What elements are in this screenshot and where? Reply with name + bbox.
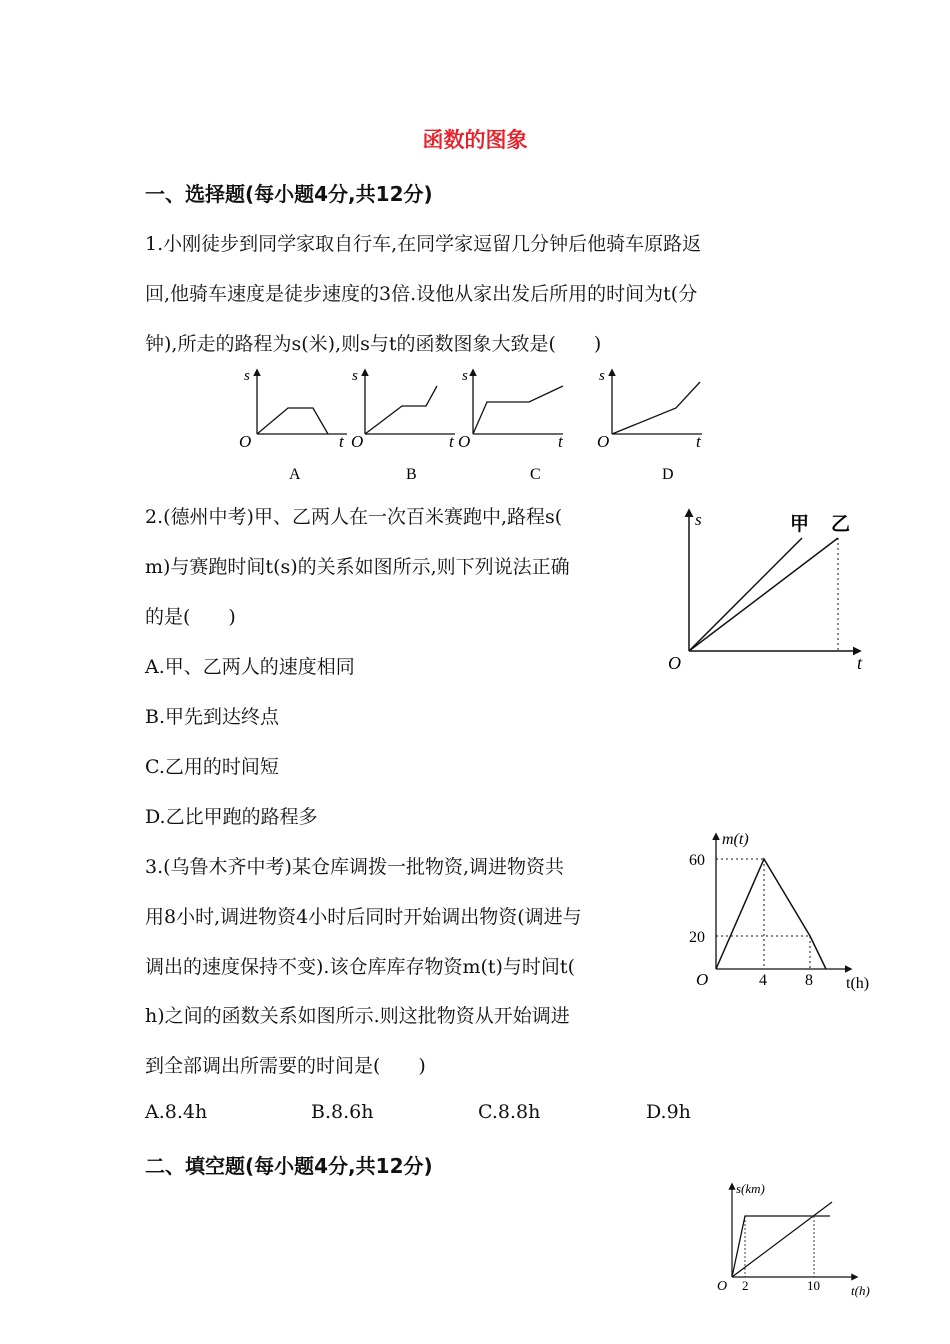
s2-axis-x: t(h) — [851, 1283, 870, 1298]
q3-line-2: 用8小时,调进物资4小时后同时开始调出物资(调进与 — [145, 906, 582, 928]
q1-d-axis-y: s — [599, 368, 605, 384]
q1-a-axis-x: t — [339, 432, 344, 451]
q3-axis-y: m(t) — [722, 831, 749, 848]
q1-graphs — [236, 366, 706, 481]
q3-axis-x: t(h) — [846, 975, 870, 992]
q2-line-yi — [689, 538, 838, 651]
q1-d-axis-x: t — [696, 432, 701, 451]
q1-line-1: 1.小刚徒步到同学家取自行车,在同学家逗留几分钟后他骑车原路返 — [145, 233, 702, 255]
q2-label-jia: 甲 — [790, 514, 810, 535]
s2-tick-10: 10 — [807, 1278, 820, 1293]
q3-tick-8: 8 — [805, 972, 813, 989]
q1-label-b: B — [406, 466, 417, 483]
q1-label-c: C — [530, 466, 541, 483]
q2-label-yi: 乙 — [831, 514, 851, 535]
q3-origin: O — [696, 970, 709, 989]
s2-origin: O — [717, 1279, 728, 1294]
q1-b-origin: O — [351, 432, 364, 451]
q3-tick-4: 4 — [759, 972, 767, 989]
q2-line-2: m)与赛跑时间t(s)的关系如图所示,则下列说法正确 — [145, 556, 570, 578]
q1-line-2: 回,他骑车速度是徒步速度的3倍.设他从家出发后所用的时间为t(分 — [145, 283, 698, 305]
q3-line-4: h)之间的函数关系如图所示.则这批物资从开始调进 — [145, 1005, 570, 1027]
q3-line-5: 到全部调出所需要的时间是( ) — [145, 1055, 426, 1077]
q2-option-d: D.乙比甲跑的路程多 — [145, 806, 318, 828]
q3-option-b: B.8.6h — [311, 1101, 374, 1123]
q3-graph — [684, 826, 884, 996]
q1-graph-a — [239, 368, 347, 483]
q1-b-axis-x: t — [449, 432, 454, 451]
q3-line-1: 3.(乌鲁木齐中考)某仓库调拨一批物资,调进物资共 — [145, 856, 564, 878]
q1-b-axis-y: s — [352, 368, 358, 384]
q3-option-d: D.9h — [646, 1101, 691, 1123]
q3-option-a: A.8.4h — [145, 1101, 208, 1123]
s2-tick-2: 2 — [742, 1278, 749, 1293]
q1-c-origin: O — [458, 432, 471, 451]
q2-option-b: B.甲先到达终点 — [145, 706, 280, 728]
q1-label-a: A — [289, 466, 301, 483]
q1-a-origin: O — [239, 432, 252, 451]
section-2-heading: 二、填空题(每小题4分,共12分) — [145, 1154, 433, 1178]
q2-line-3: 的是( ) — [145, 606, 236, 628]
q1-graph-c — [458, 368, 564, 483]
s2-axis-y: s(km) — [736, 1181, 765, 1196]
q2-origin: O — [668, 653, 681, 673]
q2-axis-y: s — [695, 510, 702, 529]
q3-tick-60: 60 — [689, 852, 705, 869]
q3-line-3: 调出的速度保持不变).该仓库库存物资m(t)与时间t( — [145, 956, 575, 978]
q1-c-axis-x: t — [558, 432, 563, 451]
q3-option-c: C.8.8h — [478, 1101, 541, 1123]
q1-d-origin: O — [597, 432, 610, 451]
q3-tick-20: 20 — [689, 929, 705, 946]
q2-option-c: C.乙用的时间短 — [145, 756, 279, 778]
q1-graph-d — [597, 368, 702, 483]
q1-graph-b — [351, 368, 455, 483]
q1-c-axis-y: s — [462, 368, 468, 384]
q2-graph — [668, 500, 868, 680]
q2-option-a: A.甲、乙两人的速度相同 — [145, 656, 355, 678]
q2-line-1: 2.(德州中考)甲、乙两人在一次百米赛跑中,路程s( — [145, 506, 563, 528]
section2-graph — [712, 1176, 887, 1306]
section-1-heading: 一、选择题(每小题4分,共12分) — [145, 182, 433, 206]
q1-a-axis-y: s — [244, 368, 250, 384]
q2-line-jia — [689, 538, 802, 651]
q1-label-d: D — [662, 466, 674, 483]
q2-axis-x: t — [857, 653, 863, 673]
q1-line-3: 钟),所走的路程为s(米),则s与t的函数图象大致是( ) — [145, 333, 602, 355]
page-title: 函数的图象 — [422, 128, 528, 152]
